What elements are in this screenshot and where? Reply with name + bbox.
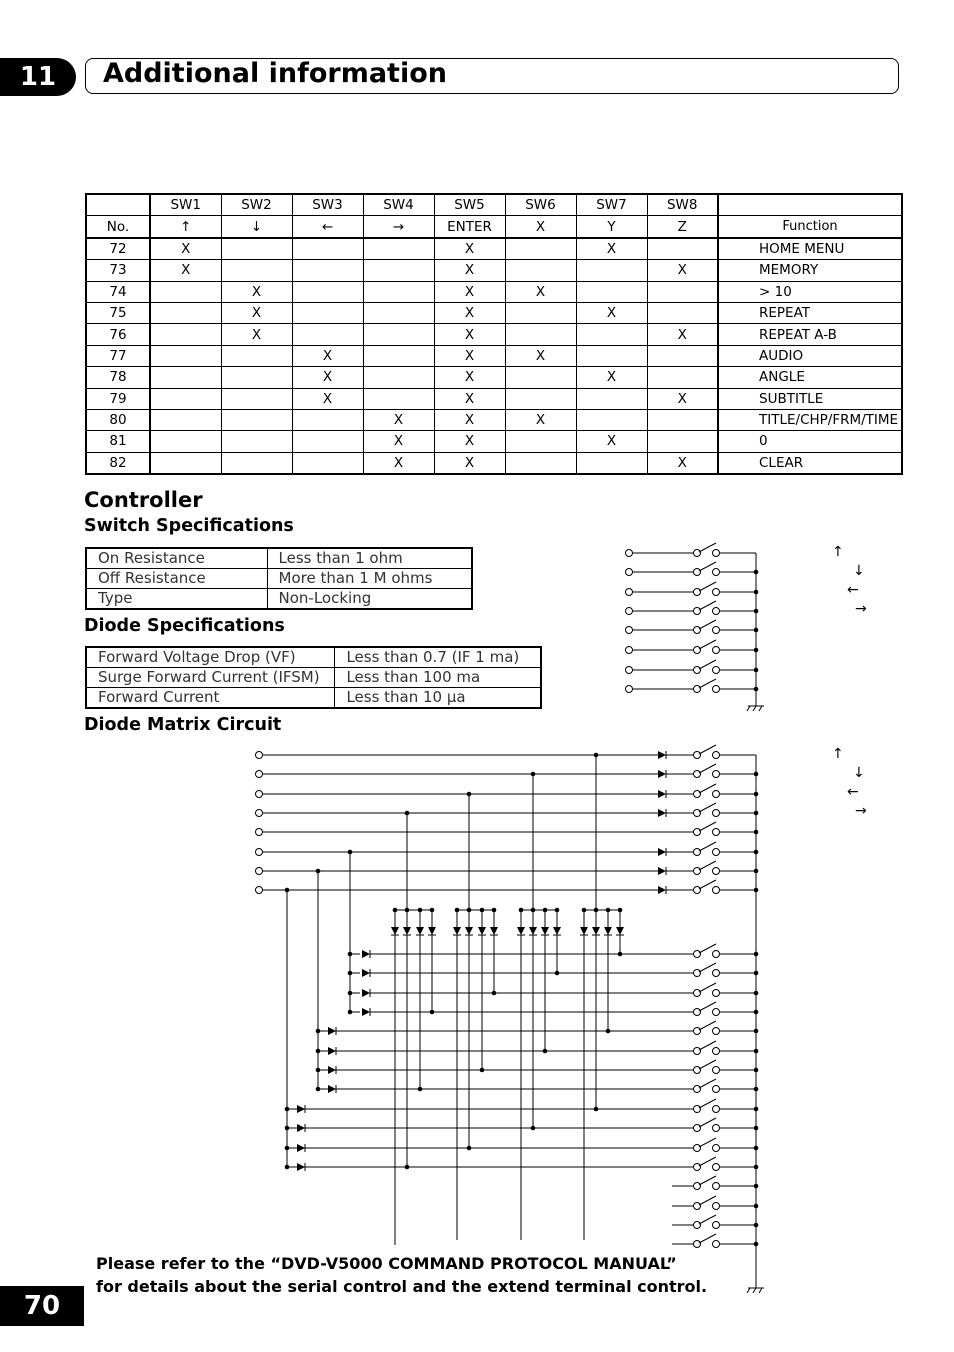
terminal-icon bbox=[694, 1106, 701, 1113]
diode-icon bbox=[328, 1066, 336, 1074]
terminal-icon bbox=[626, 647, 633, 654]
terminal-icon bbox=[626, 667, 633, 674]
terminal-icon bbox=[694, 887, 701, 894]
protocol-note bbox=[96, 1252, 707, 1298]
table-cell: 79 bbox=[86, 388, 150, 409]
terminal-icon bbox=[694, 849, 701, 856]
table-header-cell: ↓ bbox=[221, 216, 292, 238]
table-cell: TITLE/CHP/FRM/TIME bbox=[718, 409, 902, 430]
table-cell: X bbox=[434, 281, 505, 302]
terminal-icon bbox=[256, 849, 263, 856]
switch-arrow-left-label: ← bbox=[847, 582, 859, 598]
matrix-arrow-down-label: ↓ bbox=[853, 765, 865, 781]
table-header-cell: SW2 bbox=[221, 194, 292, 216]
diode-icon bbox=[465, 927, 473, 935]
terminal-icon bbox=[256, 791, 263, 798]
diode-icon bbox=[658, 751, 666, 759]
terminal-icon bbox=[694, 589, 701, 596]
terminal-icon bbox=[626, 686, 633, 693]
switch-arrow-down-label: ↓ bbox=[853, 563, 865, 579]
diode-icon bbox=[580, 927, 588, 935]
diode-icon bbox=[297, 1163, 305, 1171]
table-header-cell: ENTER bbox=[434, 216, 505, 238]
table-cell: 74 bbox=[86, 281, 150, 302]
table-cell: X bbox=[434, 302, 505, 323]
table-cell: X bbox=[292, 345, 363, 366]
terminal-icon bbox=[256, 771, 263, 778]
diode-icon bbox=[362, 969, 370, 977]
ground-icon bbox=[753, 1288, 756, 1293]
terminal-icon bbox=[713, 868, 720, 875]
table-cell: 0 bbox=[718, 431, 902, 452]
table-cell: X bbox=[576, 367, 647, 388]
terminal-icon bbox=[694, 569, 701, 576]
spec-label: Off Resistance bbox=[86, 569, 267, 589]
table-cell: 76 bbox=[86, 324, 150, 345]
diode-icon bbox=[658, 770, 666, 778]
table-cell: 81 bbox=[86, 431, 150, 452]
table-cell: X bbox=[434, 367, 505, 388]
diode-icon bbox=[490, 927, 498, 935]
diode-icon bbox=[362, 989, 370, 997]
table-cell: X bbox=[647, 388, 718, 409]
terminal-icon bbox=[694, 791, 701, 798]
ground-icon bbox=[759, 1288, 762, 1293]
terminal-icon bbox=[713, 887, 720, 894]
chapter-number-tab: 11 bbox=[0, 58, 76, 96]
diode-icon bbox=[297, 1105, 305, 1113]
spec-label: Forward Voltage Drop (VF) bbox=[86, 647, 335, 668]
diode-icon bbox=[658, 867, 666, 875]
table-cell: X bbox=[576, 302, 647, 323]
table-cell: X bbox=[434, 452, 505, 474]
terminal-icon bbox=[713, 1222, 720, 1229]
terminal-icon bbox=[626, 569, 633, 576]
diode-icon bbox=[428, 927, 436, 935]
table-header-cell: No. bbox=[86, 216, 150, 238]
terminal-icon bbox=[694, 608, 701, 615]
spec-value: Less than 10 µa bbox=[335, 688, 541, 709]
table-cell: AUDIO bbox=[718, 345, 902, 366]
table-cell: 73 bbox=[86, 260, 150, 281]
matrix-arrow-up-label: ↑ bbox=[832, 746, 844, 762]
terminal-icon bbox=[713, 647, 720, 654]
table-cell: X bbox=[647, 452, 718, 474]
ground-icon bbox=[759, 706, 762, 711]
switch-arrow-right-label: → bbox=[855, 601, 867, 617]
table-cell: X bbox=[150, 238, 221, 260]
table-cell: X bbox=[221, 281, 292, 302]
table-cell: > 10 bbox=[718, 281, 902, 302]
terminal-icon bbox=[694, 810, 701, 817]
diode-icon bbox=[403, 927, 411, 935]
diode-icon bbox=[328, 1047, 336, 1055]
terminal-icon bbox=[694, 1164, 701, 1171]
diode-icon bbox=[553, 927, 561, 935]
terminal-icon bbox=[694, 647, 701, 654]
switch-arrow-up-label: ↑ bbox=[832, 544, 844, 560]
spec-value: Non-Locking bbox=[267, 589, 472, 610]
table-cell: X bbox=[576, 431, 647, 452]
diode-icon bbox=[658, 809, 666, 817]
table-header-cell: ↑ bbox=[150, 216, 221, 238]
table-cell: X bbox=[647, 324, 718, 345]
diode-icon bbox=[328, 1085, 336, 1093]
terminal-icon bbox=[694, 1222, 701, 1229]
terminal-icon bbox=[713, 752, 720, 759]
table-cell: 78 bbox=[86, 367, 150, 388]
diode-icon bbox=[362, 1008, 370, 1016]
table-cell: X bbox=[434, 409, 505, 430]
table-cell: X bbox=[434, 260, 505, 281]
terminal-icon bbox=[713, 1009, 720, 1016]
table-header-cell: Function bbox=[718, 216, 902, 238]
diode-icon bbox=[616, 927, 624, 935]
terminal-icon bbox=[694, 550, 701, 557]
table-header-cell: SW3 bbox=[292, 194, 363, 216]
terminal-icon bbox=[694, 1183, 701, 1190]
terminal-icon bbox=[713, 1048, 720, 1055]
diode-icon bbox=[328, 1027, 336, 1035]
terminal-icon bbox=[713, 1106, 720, 1113]
terminal-icon bbox=[256, 810, 263, 817]
spec-label: On Resistance bbox=[86, 548, 267, 569]
diode-icon bbox=[529, 927, 537, 935]
table-cell: X bbox=[363, 409, 434, 430]
diode-icon bbox=[297, 1144, 305, 1152]
terminal-icon bbox=[713, 771, 720, 778]
terminal-icon bbox=[713, 791, 720, 798]
terminal-icon bbox=[713, 550, 720, 557]
spec-value: Less than 100 ma bbox=[335, 668, 541, 688]
table-header-cell: SW4 bbox=[363, 194, 434, 216]
table-cell: HOME MENU bbox=[718, 238, 902, 260]
table-cell: REPEAT A-B bbox=[718, 324, 902, 345]
note-line-1: Please refer to the “DVD-V5000 COMMAND PROTOCOL MANUAL” bbox=[96, 1254, 677, 1273]
table-cell: CLEAR bbox=[718, 452, 902, 474]
table-cell: X bbox=[434, 238, 505, 260]
diode-icon bbox=[297, 1124, 305, 1132]
terminal-icon bbox=[256, 868, 263, 875]
table-header-cell: SW5 bbox=[434, 194, 505, 216]
terminal-icon bbox=[694, 970, 701, 977]
diode-icon bbox=[416, 927, 424, 935]
diode-icon bbox=[541, 927, 549, 935]
terminal-icon bbox=[694, 1048, 701, 1055]
terminal-icon bbox=[713, 569, 720, 576]
terminal-icon bbox=[713, 970, 720, 977]
diode-icon bbox=[658, 790, 666, 798]
terminal-icon bbox=[256, 752, 263, 759]
table-cell: X bbox=[221, 302, 292, 323]
terminal-icon bbox=[694, 1067, 701, 1074]
terminal-icon bbox=[713, 1125, 720, 1132]
terminal-icon bbox=[626, 589, 633, 596]
diode-icon bbox=[391, 927, 399, 935]
terminal-icon bbox=[713, 667, 720, 674]
table-cell: X bbox=[434, 345, 505, 366]
ground-icon bbox=[753, 706, 756, 711]
table-cell: X bbox=[292, 367, 363, 388]
spec-label: Type bbox=[86, 589, 267, 610]
spec-value: More than 1 M ohms bbox=[267, 569, 472, 589]
terminal-icon bbox=[694, 1203, 701, 1210]
terminal-icon bbox=[713, 951, 720, 958]
terminal-icon bbox=[694, 686, 701, 693]
table-cell: 82 bbox=[86, 452, 150, 474]
terminal-icon bbox=[694, 1125, 701, 1132]
diode-matrix-heading: Diode Matrix Circuit bbox=[84, 715, 282, 735]
table-cell: X bbox=[150, 260, 221, 281]
diode-icon bbox=[658, 886, 666, 894]
table-cell: 80 bbox=[86, 409, 150, 430]
terminal-icon bbox=[694, 1009, 701, 1016]
table-cell: X bbox=[505, 345, 576, 366]
terminal-icon bbox=[713, 990, 720, 997]
spec-label: Surge Forward Current (IFSM) bbox=[86, 668, 335, 688]
terminal-icon bbox=[256, 829, 263, 836]
terminal-icon bbox=[694, 771, 701, 778]
terminal-icon bbox=[694, 752, 701, 759]
terminal-icon bbox=[626, 608, 633, 615]
table-header-cell: SW7 bbox=[576, 194, 647, 216]
table-cell: X bbox=[434, 388, 505, 409]
table-header-cell: ← bbox=[292, 216, 363, 238]
page-number: 70 bbox=[0, 1286, 84, 1326]
table-cell: REPEAT bbox=[718, 302, 902, 323]
table-cell: X bbox=[292, 388, 363, 409]
terminal-icon bbox=[694, 1028, 701, 1035]
table-cell: X bbox=[505, 281, 576, 302]
table-cell: SUBTITLE bbox=[718, 388, 902, 409]
terminal-icon bbox=[694, 1145, 701, 1152]
terminal-icon bbox=[694, 667, 701, 674]
diode-icon bbox=[592, 927, 600, 935]
terminal-icon bbox=[694, 627, 701, 634]
terminal-icon bbox=[713, 1028, 720, 1035]
table-cell: X bbox=[647, 260, 718, 281]
terminal-icon bbox=[713, 1241, 720, 1248]
table-cell: 75 bbox=[86, 302, 150, 323]
terminal-icon bbox=[713, 1164, 720, 1171]
table-cell: X bbox=[221, 324, 292, 345]
table-cell: 77 bbox=[86, 345, 150, 366]
terminal-icon bbox=[694, 990, 701, 997]
table-header-cell: → bbox=[363, 216, 434, 238]
diode-icon bbox=[604, 927, 612, 935]
spec-label: Forward Current bbox=[86, 688, 335, 709]
page-title: Additional information bbox=[103, 58, 447, 89]
diode-spec-heading: Diode Specifications bbox=[84, 616, 285, 636]
terminal-icon bbox=[694, 951, 701, 958]
terminal-icon bbox=[713, 608, 720, 615]
diode-icon bbox=[658, 848, 666, 856]
terminal-icon bbox=[694, 868, 701, 875]
table-cell: X bbox=[363, 431, 434, 452]
table-header-cell: SW6 bbox=[505, 194, 576, 216]
terminal-icon bbox=[713, 810, 720, 817]
terminal-icon bbox=[713, 1067, 720, 1074]
ground-icon bbox=[747, 1288, 750, 1293]
table-cell: ANGLE bbox=[718, 367, 902, 388]
switch-spec-heading: Switch Specifications bbox=[84, 516, 294, 536]
terminal-icon bbox=[713, 589, 720, 596]
terminal-icon bbox=[694, 829, 701, 836]
table-header-cell: Y bbox=[576, 216, 647, 238]
diode-icon bbox=[362, 950, 370, 958]
controller-heading: Controller bbox=[84, 488, 203, 512]
terminal-icon bbox=[713, 1183, 720, 1190]
note-line-2: for details about the serial control and the extend terminal control. bbox=[96, 1277, 708, 1296]
terminal-icon bbox=[713, 1086, 720, 1093]
ground-icon bbox=[747, 706, 750, 711]
terminal-icon bbox=[713, 627, 720, 634]
terminal-icon bbox=[713, 686, 720, 693]
table-header-cell: Z bbox=[647, 216, 718, 238]
terminal-icon bbox=[256, 887, 263, 894]
terminal-icon bbox=[713, 849, 720, 856]
terminal-icon bbox=[694, 1086, 701, 1093]
table-header-cell: SW1 bbox=[150, 194, 221, 216]
terminal-icon bbox=[713, 1203, 720, 1210]
spec-value: Less than 0.7 (IF 1 ma) bbox=[335, 647, 541, 668]
table-header-cell: X bbox=[505, 216, 576, 238]
terminal-icon bbox=[713, 1145, 720, 1152]
table-cell: X bbox=[434, 324, 505, 345]
table-cell: MEMORY bbox=[718, 260, 902, 281]
terminal-icon bbox=[694, 1241, 701, 1248]
table-header-cell: SW8 bbox=[647, 194, 718, 216]
matrix-arrow-right-label: → bbox=[855, 803, 867, 819]
terminal-icon bbox=[626, 550, 633, 557]
diode-icon bbox=[517, 927, 525, 935]
terminal-icon bbox=[713, 829, 720, 836]
spec-value: Less than 1 ohm bbox=[267, 548, 472, 569]
matrix-arrow-left-label: ← bbox=[847, 784, 859, 800]
diode-icon bbox=[478, 927, 486, 935]
table-cell: X bbox=[434, 431, 505, 452]
table-cell: X bbox=[576, 238, 647, 260]
terminal-icon bbox=[626, 627, 633, 634]
table-cell: X bbox=[363, 452, 434, 474]
table-cell: X bbox=[505, 409, 576, 430]
table-cell: 72 bbox=[86, 238, 150, 260]
diode-icon bbox=[453, 927, 461, 935]
